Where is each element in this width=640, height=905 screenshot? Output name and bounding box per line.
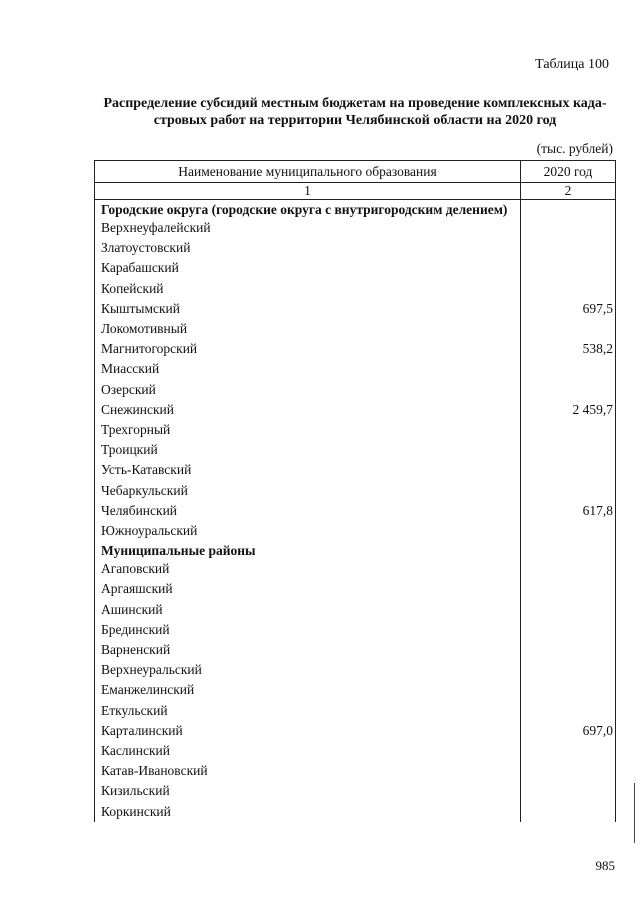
subsidy-value: 538,2 xyxy=(582,341,613,357)
municipality-name: Кизильский xyxy=(101,783,170,799)
municipality-name: Озерский xyxy=(101,381,156,397)
municipality-name: Верхнеуфалейский xyxy=(101,220,211,235)
subsidy-value xyxy=(519,701,615,721)
subsidy-value xyxy=(519,319,615,339)
table-row xyxy=(95,258,615,278)
table-row xyxy=(95,460,615,480)
municipality-name: Муниципальные районы xyxy=(101,543,256,559)
table-row xyxy=(95,380,615,400)
header-year: 2020 год xyxy=(543,164,593,179)
section-row xyxy=(95,541,615,559)
subsidy-value: 697,5 xyxy=(582,300,613,316)
subsidy-value: 697,0 xyxy=(582,722,613,738)
municipality-name: Коркинский xyxy=(101,803,171,819)
table-row xyxy=(95,761,615,781)
municipality-name: Ашинский xyxy=(101,601,163,617)
subsidy-value xyxy=(519,579,615,599)
subsidy-value xyxy=(519,359,615,379)
subsidy-value xyxy=(519,541,615,559)
municipality-name: Снежинский xyxy=(101,401,174,417)
table-row xyxy=(95,781,615,801)
municipality-name: Еманжелинский xyxy=(101,682,195,698)
municipality-name: Златоустовский xyxy=(101,240,191,256)
subsidy-value xyxy=(519,660,615,680)
municipality-name: Городские округа (городские округа с внутригородским делением) xyxy=(101,202,508,217)
subsidy-value xyxy=(519,559,615,579)
subsidy-value xyxy=(519,258,615,278)
table-row xyxy=(95,521,615,541)
subsidy-value xyxy=(519,380,615,400)
subsidy-value: 617,8 xyxy=(582,502,613,518)
municipality-name: Южноуральский xyxy=(101,523,198,539)
subsidy-value xyxy=(519,440,615,460)
municipality-name: Локомотивный xyxy=(101,321,188,337)
column-number-1: 1 xyxy=(95,183,521,199)
section-row xyxy=(95,200,615,218)
subsidy-value xyxy=(519,802,615,822)
municipality-name: Копейский xyxy=(101,280,164,296)
municipality-name: Троицкий xyxy=(101,442,158,458)
municipality-name: Карталинский xyxy=(101,722,183,738)
municipality-name: Верхнеуральский xyxy=(101,662,202,678)
subsidy-table xyxy=(94,160,616,822)
municipality-name: Катав-Ивановский xyxy=(101,763,208,779)
municipality-name: Трехгорный xyxy=(101,422,171,438)
table-header-row xyxy=(95,160,615,182)
table-row xyxy=(95,420,615,440)
municipality-name: Магнитогорский xyxy=(101,341,198,357)
table-row xyxy=(95,600,615,620)
table-row xyxy=(95,279,615,299)
table-row xyxy=(95,701,615,721)
municipality-name: Брединский xyxy=(101,621,170,637)
table-row xyxy=(95,218,615,238)
table-row xyxy=(95,238,615,258)
table-row xyxy=(95,339,615,359)
table-row xyxy=(95,741,615,761)
table-row xyxy=(95,359,615,379)
subsidy-value xyxy=(519,218,615,238)
document-title: Распределение субсидий местным бюджетам на проведение комплексных кадастровых работ на территории Челябинской области на 2020 год xyxy=(103,96,607,128)
table-row xyxy=(95,501,615,521)
municipality-name: Карабашский xyxy=(101,260,179,276)
table-row xyxy=(95,802,615,822)
municipality-name: Чебаркульский xyxy=(101,482,188,498)
subsidy-value xyxy=(519,620,615,640)
margin-line xyxy=(634,783,635,843)
municipality-name: Варненский xyxy=(101,642,171,658)
units-label: (тыс. рублей) xyxy=(536,141,613,156)
subsidy-value xyxy=(519,279,615,299)
table-row xyxy=(95,680,615,700)
municipality-name: Еткульский xyxy=(101,702,168,718)
municipality-name: Аргаяшский xyxy=(101,581,173,597)
subsidy-value xyxy=(519,640,615,660)
subsidy-value xyxy=(519,781,615,801)
municipality-name: Агаповский xyxy=(101,561,170,577)
subsidy-value xyxy=(519,521,615,541)
header-municipality: Наименование муниципального образования xyxy=(95,161,521,182)
table-row xyxy=(95,579,615,599)
subsidy-value xyxy=(519,680,615,700)
subsidy-value xyxy=(519,200,615,218)
table-row xyxy=(95,721,615,741)
column-number-row xyxy=(95,182,615,200)
subsidy-value xyxy=(519,600,615,620)
table-row xyxy=(95,640,615,660)
subsidy-value xyxy=(519,460,615,480)
subsidy-value: 2 459,7 xyxy=(572,401,613,417)
table-row xyxy=(95,481,615,501)
municipality-name: Челябинский xyxy=(101,502,178,518)
subsidy-value xyxy=(519,741,615,761)
table-row xyxy=(95,620,615,640)
table-row xyxy=(95,440,615,460)
municipality-name: Каслинский xyxy=(101,743,170,759)
table-row xyxy=(95,319,615,339)
table-body xyxy=(95,200,615,822)
page-number: 985 xyxy=(595,858,615,873)
municipality-name: Усть-Катавский xyxy=(101,462,192,478)
subsidy-value xyxy=(519,420,615,440)
municipality-name: Миасский xyxy=(101,361,160,377)
table-label: Таблица 100 xyxy=(535,57,609,72)
subsidy-value xyxy=(519,238,615,258)
subsidy-value xyxy=(519,761,615,781)
column-number-2: 2 xyxy=(564,183,572,198)
table-row xyxy=(95,559,615,579)
table-row xyxy=(95,400,615,420)
table-row xyxy=(95,299,615,319)
subsidy-value xyxy=(519,481,615,501)
municipality-name: Кыштымский xyxy=(101,300,180,316)
table-row xyxy=(95,660,615,680)
